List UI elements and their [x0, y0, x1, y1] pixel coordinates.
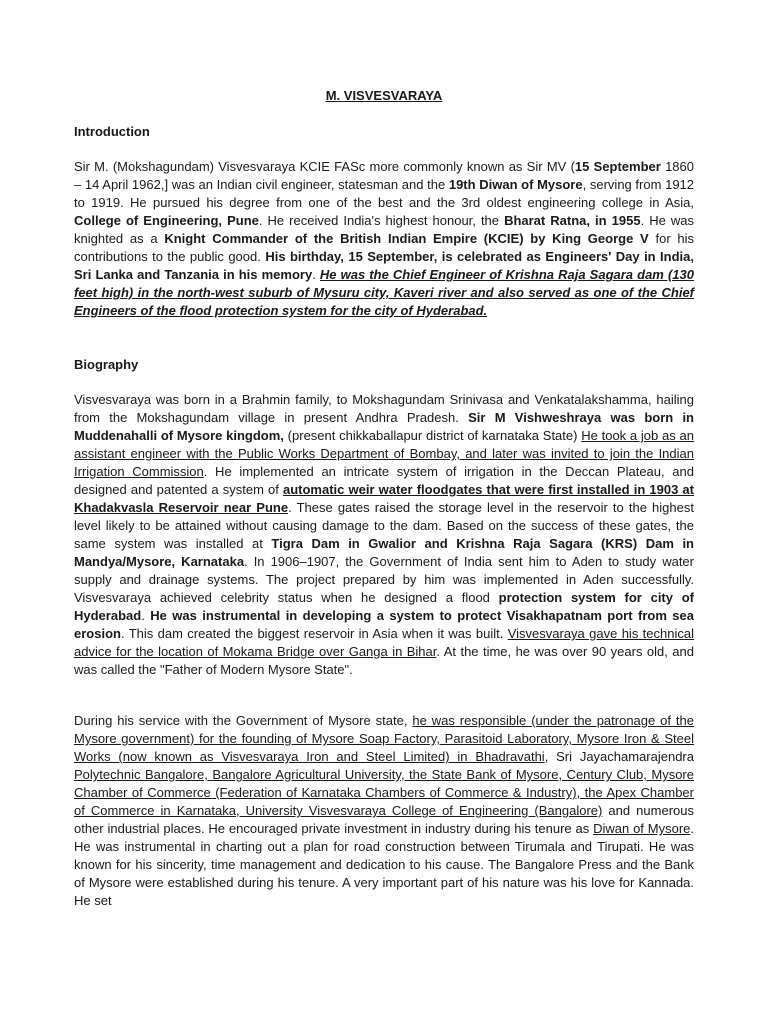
- text-run: Diwan of Mysore: [593, 821, 691, 836]
- text-run: , serving from 1912 to 1919. He pursued his degree from one of the best and the 3rd oldest engineering college in Asia,: [74, 177, 695, 210]
- text-run: 1860 – 14 April 1962,] was an Indian civil engineer, statesman and the: [74, 159, 694, 192]
- text-run: automatic weir water floodgates that were first installed in 1903 at Khadakvasla Reservoir near Pune: [74, 482, 694, 515]
- text-run: College of Engineering, Pune: [74, 213, 259, 228]
- text-run: (present chikkaballapur district of karnataka State): [283, 428, 582, 443]
- text-run: . This dam created the biggest reservoir in Asia when it was built.: [120, 626, 508, 641]
- text-run: . He was knighted as a: [74, 213, 695, 246]
- text-run: Tigra Dam in Gwalior and Krishna Raja Sagara (KRS) Dam in Mandya/Mysore, Karnataka: [74, 536, 694, 569]
- text-run: 19th Diwan of Mysore: [448, 177, 583, 192]
- biography-paragraph-2: [74, 712, 694, 910]
- text-run: . He implemented an intricate system of irrigation in the Deccan Plateau, and designed and patented a system of: [74, 464, 694, 497]
- text-run: Polytechnic Bangalore, Bangalore Agricultural University, the State Bank of Mysore, Century Club, Mysore Chamber of Commerce (Federation of Karnataka Chambers of Commerce & Industry), the Apex Chamber of Commerce in Karnataka, University Visvesvaraya College of Engineering (Bangalore): [74, 767, 694, 818]
- text-run: , Sri Jayachamarajendra: [544, 749, 694, 764]
- text-run: Sir M Vishweshraya was born in Muddenahalli of Mysore kingdom,: [74, 410, 694, 443]
- document-title: M. VISVESVARAYA: [325, 88, 443, 103]
- text-run: 15 September: [574, 159, 661, 174]
- text-run: Bharat Ratna, in 1955: [504, 213, 641, 228]
- text-run: He was the Chief Engineer of Krishna Raja Sagara dam (130 feet high) in the north-west suburb of Mysuru city, Kaveri river and also served as one of the Chief Engineers of the flood protection system for the city of Hyderabad.: [74, 267, 694, 318]
- text-run: Knight Commander of the British Indian Empire (KCIE) by King George V: [164, 231, 649, 246]
- introduction-paragraph: [74, 158, 694, 320]
- text-run: Sir M. (Mokshagundam) Visvesvaraya KCIE FASc more commonly known as Sir MV (: [74, 159, 575, 174]
- text-run: . These gates raised the storage level in the reservoir to the highest level likely to be attained without causing damage to the dam. Based on the success of these gates, the same system was installed at: [74, 500, 694, 551]
- text-run: Visvesvaraya gave his technical advice for the location of Mokama Bridge over Ganga in Bihar: [74, 626, 694, 659]
- text-run: His birthday, 15 September, is celebrated as Engineers' Day in India, Sri Lanka and Tanzania in his memory: [74, 249, 695, 282]
- text-run: . In 1906–1907, the Government of India sent him to Aden to study water supply and drainage systems. The project prepared by him was implemented in Aden successfully. Visvesvaraya achieved celebrity status when he designed a flood: [74, 554, 694, 605]
- text-run: .: [312, 267, 320, 282]
- text-run: protection system for city of Hyderabad: [74, 590, 695, 623]
- text-run: . He was instrumental in charting out a plan for road construction between Tirumala and Tirupati. He was known for his sincerity, time management and dedication to his cause. The Bangalore Press and the Bank of Mysore were established during his tenure. A very important part of his nature was his love for Kannada. He set: [74, 821, 695, 908]
- text-run: he was responsible (under the patronage of the Mysore government) for the founding of Mysore Soap Factory, Parasitoid Laboratory, Mysore Iron & Steel Works (now known as Visvesvaraya Iron and Steel Limited) in Bhadravathi: [74, 713, 695, 764]
- text-run: . He received India's highest honour, the: [258, 213, 505, 228]
- text-run: . At the time, he was over 90 years old, and was called the "Father of Modern Mysore State".: [74, 644, 694, 677]
- section-heading-introduction: Introduction: [74, 124, 150, 139]
- biography-paragraph-1: [74, 391, 694, 679]
- text-run: Visvesvaraya was born in a Brahmin family, to Mokshagundam Srinivasa and Venkatalakshamma, hailing from the Mokshagundam village in present Andhra Pradesh.: [74, 392, 694, 425]
- text-run: He was instrumental in developing a system to protect Visakhapatnam port from sea erosion: [74, 608, 694, 641]
- text-run: He took a job as an assistant engineer with the Public Works Department of Bombay, and later was invited to join the Indian Irrigation Commission: [74, 428, 694, 479]
- text-run: and numerous other industrial places. He encouraged private investment in industry during his tenure as: [74, 803, 694, 836]
- text-run: During his service with the Government of Mysore state,: [74, 713, 413, 728]
- text-run: .: [141, 608, 151, 623]
- text-run: for his contributions to the public good.: [74, 231, 695, 264]
- section-heading-biography: Biography: [74, 357, 139, 372]
